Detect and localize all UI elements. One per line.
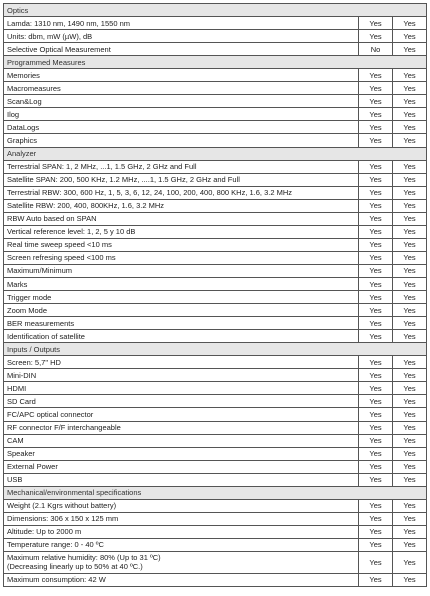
specifications-body xyxy=(4,4,427,587)
availability-column-1: Yes xyxy=(359,499,393,512)
feature-label: Maximum consumption: 42 W xyxy=(4,573,359,586)
availability-column-2: Yes xyxy=(393,17,427,30)
availability-column-1: Yes xyxy=(359,173,393,186)
availability-column-1: No xyxy=(359,43,393,56)
feature-label: DataLogs xyxy=(4,121,359,134)
availability-column-2: Yes xyxy=(393,304,427,317)
table-row xyxy=(4,17,427,30)
table-row xyxy=(4,499,427,512)
availability-column-2: Yes xyxy=(393,538,427,551)
table-row xyxy=(4,160,427,173)
availability-column-2: Yes xyxy=(393,30,427,43)
table-row xyxy=(4,69,427,82)
feature-label: BER measurements xyxy=(4,317,359,330)
table-row xyxy=(4,212,427,225)
availability-column-1: Yes xyxy=(359,69,393,82)
availability-column-2: Yes xyxy=(393,199,427,212)
feature-label: Mini-DIN xyxy=(4,369,359,382)
availability-column-1: Yes xyxy=(359,17,393,30)
table-row xyxy=(4,356,427,369)
availability-column-1: Yes xyxy=(359,264,393,277)
availability-column-1: Yes xyxy=(359,447,393,460)
feature-label: Terrestrial RBW: 300, 600 Hz, 1, 5, 3, 6, 12, 24, 100, 200, 400, 800 KHz, 1.6, 3.2 MHz xyxy=(4,186,359,199)
availability-column-1: Yes xyxy=(359,277,393,290)
table-row xyxy=(4,447,427,460)
table-row xyxy=(4,43,427,56)
availability-column-1: Yes xyxy=(359,82,393,95)
feature-label: Maximum/Minimum xyxy=(4,264,359,277)
feature-label: Vertical reference level: 1, 2, 5 y 10 dB xyxy=(4,225,359,238)
feature-label: CAM xyxy=(4,434,359,447)
availability-column-1: Yes xyxy=(359,421,393,434)
table-row xyxy=(4,121,427,134)
availability-column-1: Yes xyxy=(359,317,393,330)
feature-label: Trigger mode xyxy=(4,291,359,304)
table-row xyxy=(4,264,427,277)
availability-column-2: Yes xyxy=(393,186,427,199)
availability-column-2: Yes xyxy=(393,277,427,290)
availability-column-1: Yes xyxy=(359,304,393,317)
availability-column-2: Yes xyxy=(393,382,427,395)
availability-column-2: Yes xyxy=(393,291,427,304)
availability-column-1: Yes xyxy=(359,395,393,408)
feature-label: Graphics xyxy=(4,134,359,147)
availability-column-2: Yes xyxy=(393,499,427,512)
table-row xyxy=(4,538,427,551)
availability-column-2: Yes xyxy=(393,369,427,382)
availability-column-2: Yes xyxy=(393,82,427,95)
availability-column-2: Yes xyxy=(393,395,427,408)
availability-column-1: Yes xyxy=(359,460,393,473)
feature-label: Terrestrial SPAN: 1, 2 MHz, ...1, 1.5 GHz, 2 GHz and Full xyxy=(4,160,359,173)
availability-column-1: Yes xyxy=(359,434,393,447)
availability-column-2: Yes xyxy=(393,134,427,147)
feature-label: Scan&Log xyxy=(4,95,359,108)
availability-column-1: Yes xyxy=(359,382,393,395)
feature-label: Selective Optical Measurement xyxy=(4,43,359,56)
section-header-row xyxy=(4,343,427,356)
availability-column-1: Yes xyxy=(359,225,393,238)
availability-column-2: Yes xyxy=(393,551,427,573)
table-row xyxy=(4,95,427,108)
table-row xyxy=(4,277,427,290)
availability-column-1: Yes xyxy=(359,238,393,251)
feature-label: Memories xyxy=(4,69,359,82)
feature-label: Zoom Mode xyxy=(4,304,359,317)
availability-column-2: Yes xyxy=(393,69,427,82)
table-row xyxy=(4,82,427,95)
table-row xyxy=(4,30,427,43)
feature-label: Satellite SPAN: 200, 500 KHz, 1.2 MHz, ....1, 1.5 GHz, 2 GHz and Full xyxy=(4,173,359,186)
table-row xyxy=(4,291,427,304)
table-row xyxy=(4,186,427,199)
availability-column-2: Yes xyxy=(393,238,427,251)
availability-column-2: Yes xyxy=(393,160,427,173)
table-row xyxy=(4,408,427,421)
table-row xyxy=(4,573,427,586)
availability-column-1: Yes xyxy=(359,160,393,173)
feature-label: Weight (2.1 Kgrs without battery) xyxy=(4,499,359,512)
availability-column-1: Yes xyxy=(359,538,393,551)
section-title: Inputs / Outputs xyxy=(4,343,427,356)
section-title: Programmed Measures xyxy=(4,56,427,69)
table-row xyxy=(4,525,427,538)
feature-label: Temperature range: 0 - 40 ºC xyxy=(4,538,359,551)
specifications-table xyxy=(3,3,427,587)
table-row xyxy=(4,173,427,186)
section-title: Mechanical/environmental specifications xyxy=(4,486,427,499)
availability-column-1: Yes xyxy=(359,408,393,421)
table-row xyxy=(4,460,427,473)
table-row xyxy=(4,317,427,330)
availability-column-2: Yes xyxy=(393,108,427,121)
section-header-row xyxy=(4,486,427,499)
table-row xyxy=(4,434,427,447)
availability-column-2: Yes xyxy=(393,408,427,421)
section-header-row xyxy=(4,147,427,160)
availability-column-2: Yes xyxy=(393,473,427,486)
feature-label: Altitude: Up to 2000 m xyxy=(4,525,359,538)
table-row xyxy=(4,238,427,251)
availability-column-1: Yes xyxy=(359,330,393,343)
feature-label: SD Card xyxy=(4,395,359,408)
feature-label: Satellite RBW: 200, 400, 800KHz, 1.6, 3.2 MHz xyxy=(4,199,359,212)
table-row xyxy=(4,199,427,212)
availability-column-2: Yes xyxy=(393,421,427,434)
availability-column-2: Yes xyxy=(393,573,427,586)
availability-column-2: Yes xyxy=(393,356,427,369)
availability-column-1: Yes xyxy=(359,121,393,134)
availability-column-2: Yes xyxy=(393,173,427,186)
availability-column-1: Yes xyxy=(359,573,393,586)
feature-label: Dimensions: 306 x 150 x 125 mm xyxy=(4,512,359,525)
feature-label: FC/APC optical connector xyxy=(4,408,359,421)
availability-column-1: Yes xyxy=(359,551,393,573)
availability-column-1: Yes xyxy=(359,356,393,369)
availability-column-1: Yes xyxy=(359,251,393,264)
availability-column-2: Yes xyxy=(393,525,427,538)
availability-column-2: Yes xyxy=(393,512,427,525)
availability-column-2: Yes xyxy=(393,434,427,447)
table-row xyxy=(4,512,427,525)
availability-column-2: Yes xyxy=(393,330,427,343)
feature-label: Ilog xyxy=(4,108,359,121)
section-title: Optics xyxy=(4,4,427,17)
feature-label: Maximum relative humidity: 80% (Up to 31 ºC) (Decreasing linearly up to 50% at 40 ºC.) xyxy=(4,551,359,573)
table-row xyxy=(4,369,427,382)
availability-column-2: Yes xyxy=(393,43,427,56)
availability-column-1: Yes xyxy=(359,525,393,538)
table-row xyxy=(4,473,427,486)
availability-column-2: Yes xyxy=(393,251,427,264)
table-row xyxy=(4,304,427,317)
table-row xyxy=(4,251,427,264)
feature-label: Real time sweep speed <10 ms xyxy=(4,238,359,251)
availability-column-2: Yes xyxy=(393,460,427,473)
availability-column-2: Yes xyxy=(393,95,427,108)
availability-column-1: Yes xyxy=(359,186,393,199)
table-row xyxy=(4,108,427,121)
availability-column-2: Yes xyxy=(393,317,427,330)
availability-column-1: Yes xyxy=(359,369,393,382)
table-row xyxy=(4,330,427,343)
availability-column-2: Yes xyxy=(393,264,427,277)
section-header-row xyxy=(4,4,427,17)
table-row xyxy=(4,382,427,395)
table-row xyxy=(4,551,427,573)
feature-label: Screen: 5,7" HD xyxy=(4,356,359,369)
availability-column-1: Yes xyxy=(359,108,393,121)
table-row xyxy=(4,395,427,408)
availability-column-1: Yes xyxy=(359,134,393,147)
availability-column-1: Yes xyxy=(359,512,393,525)
feature-label: Macromeasures xyxy=(4,82,359,95)
availability-column-1: Yes xyxy=(359,95,393,108)
feature-label: Units: dbm, mW (µW), dB xyxy=(4,30,359,43)
feature-label: Identification of satellite xyxy=(4,330,359,343)
availability-column-1: Yes xyxy=(359,212,393,225)
feature-label: External Power xyxy=(4,460,359,473)
availability-column-2: Yes xyxy=(393,225,427,238)
availability-column-1: Yes xyxy=(359,473,393,486)
feature-label: Marks xyxy=(4,277,359,290)
feature-label: RF connector F/F interchangeable xyxy=(4,421,359,434)
feature-label: HDMI xyxy=(4,382,359,395)
availability-column-1: Yes xyxy=(359,30,393,43)
section-header-row xyxy=(4,56,427,69)
availability-column-2: Yes xyxy=(393,212,427,225)
availability-column-2: Yes xyxy=(393,447,427,460)
section-title: Analyzer xyxy=(4,147,427,160)
table-row xyxy=(4,134,427,147)
feature-label: USB xyxy=(4,473,359,486)
table-row xyxy=(4,225,427,238)
feature-label: Lamda: 1310 nm, 1490 nm, 1550 nm xyxy=(4,17,359,30)
feature-label: RBW Auto based on SPAN xyxy=(4,212,359,225)
availability-column-1: Yes xyxy=(359,199,393,212)
availability-column-1: Yes xyxy=(359,291,393,304)
feature-label: Speaker xyxy=(4,447,359,460)
feature-label: Screen refresing speed <100 ms xyxy=(4,251,359,264)
table-row xyxy=(4,421,427,434)
availability-column-2: Yes xyxy=(393,121,427,134)
